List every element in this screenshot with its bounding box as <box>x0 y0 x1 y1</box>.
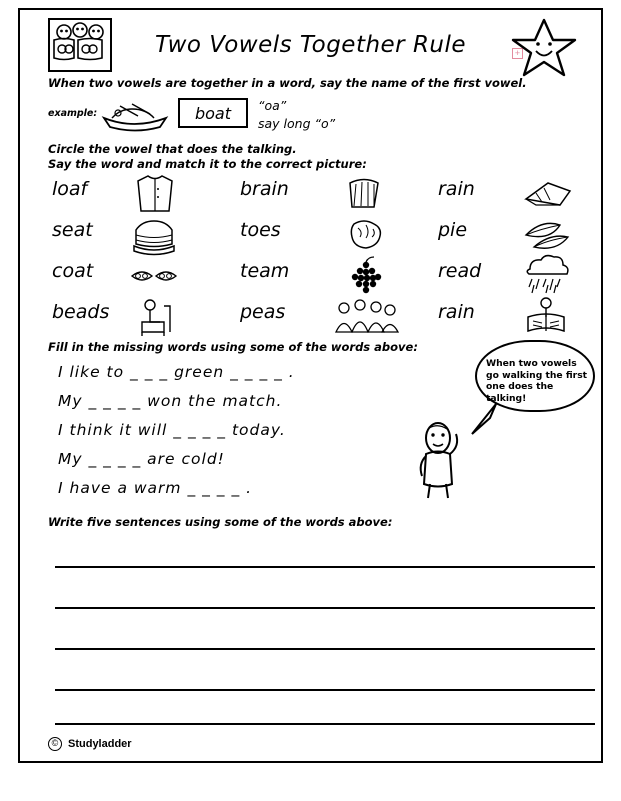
copyright-icon: © <box>48 737 62 751</box>
word-pie: pie <box>438 219 468 241</box>
smiling-star-icon <box>509 18 579 78</box>
word-loaf: loaf <box>52 178 88 200</box>
leaves-picture-icon <box>520 215 574 251</box>
pie-slice-picture-icon <box>520 173 574 209</box>
example-label: example: <box>48 108 98 119</box>
fill-in-sentence-5[interactable]: I have a warm _ _ _ _ . <box>58 479 253 497</box>
word-rain-1: rain <box>438 178 475 200</box>
pink-plus-mark: + <box>512 48 523 59</box>
word-beads: beads <box>52 301 110 323</box>
fill-in-sentence-3[interactable]: I think it will _ _ _ _ today. <box>58 421 286 439</box>
teacher-character-icon <box>412 420 476 500</box>
rule-statement: When two vowels are together in a word, say the name of the first vowel. <box>48 76 527 90</box>
worksheet-sheet <box>18 8 603 763</box>
word-coat: coat <box>52 260 94 282</box>
person-seated-picture-icon <box>128 296 182 332</box>
instruction-match: Say the word and match it to the correct picture: <box>48 157 367 171</box>
rain-cloud-picture-icon <box>520 253 574 289</box>
instruction-fill-in: Fill in the missing words using some of the words above: <box>48 340 418 354</box>
writing-line-1[interactable] <box>55 566 595 568</box>
instruction-write: Write five sentences using some of the words above: <box>48 515 393 529</box>
word-seat: seat <box>52 219 93 241</box>
peas-pods-picture-icon <box>128 262 182 298</box>
instruction-circle: Circle the vowel that does the talking. <box>48 142 297 156</box>
brain-picture-icon <box>340 216 394 252</box>
bread-loaf-picture-icon <box>340 173 394 209</box>
writing-line-5[interactable] <box>55 723 595 725</box>
word-team: team <box>240 260 290 282</box>
fill-in-sentence-2[interactable]: My _ _ _ _ won the match. <box>58 392 283 410</box>
boat-picture-icon <box>98 94 172 132</box>
brand-name: Studyladder <box>68 738 132 750</box>
fill-in-sentence-4[interactable]: My _ _ _ _ are cold! <box>58 450 225 468</box>
speech-bubble-text: When two vowels go walking the first one does the talking! <box>486 358 588 404</box>
example-sound: “oa” <box>258 98 287 113</box>
word-brain: brain <box>240 178 289 200</box>
grapes-picture-icon <box>340 256 394 292</box>
word-toes: toes <box>240 219 281 241</box>
writing-line-3[interactable] <box>55 648 595 650</box>
example-word-box: boat <box>178 98 248 128</box>
word-read: read <box>438 260 482 282</box>
team-group-picture-icon <box>330 296 384 332</box>
fill-in-sentence-1[interactable]: I like to _ _ _ green _ _ _ _ . <box>58 363 295 381</box>
page-title: Two Vowels Together Rule <box>154 32 467 58</box>
coat-picture-icon <box>128 173 182 209</box>
word-rain-2: rain <box>438 301 475 323</box>
word-peas: peas <box>240 301 286 323</box>
bread-slices-picture-icon <box>128 216 182 252</box>
writing-line-4[interactable] <box>55 689 595 691</box>
writing-line-2[interactable] <box>55 607 595 609</box>
reading-person-picture-icon <box>520 295 574 331</box>
example-say: say long “o” <box>258 116 336 131</box>
footer <box>48 737 132 751</box>
